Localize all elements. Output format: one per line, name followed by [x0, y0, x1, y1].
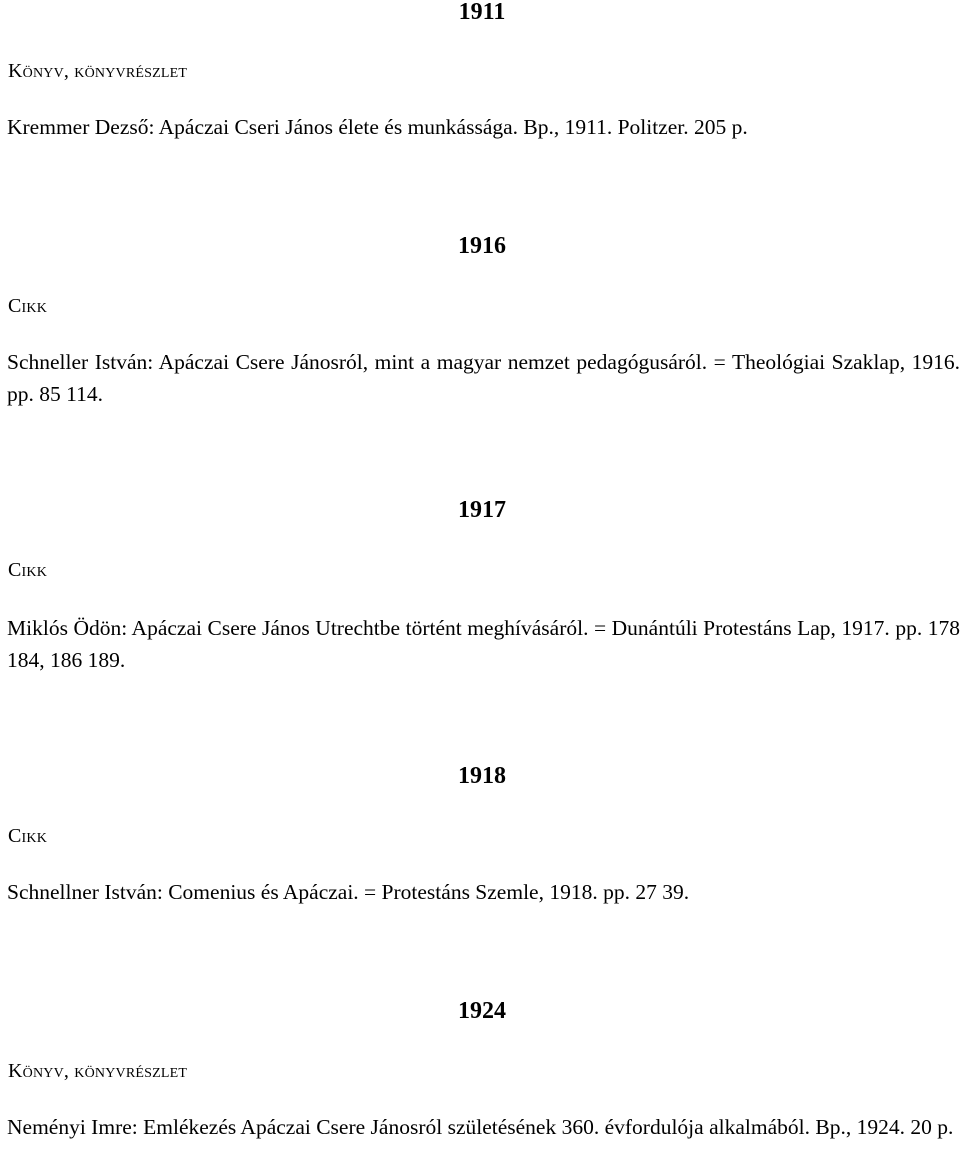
year-heading: 1916 — [458, 233, 506, 259]
category-label: Cikk — [8, 295, 48, 317]
citation-text: Miklós Ödön: Apáczai Csere János Utrechtbe történt meghívásáról. = Dunántúli Protestáns Lap, 1917. pp. 178 184, 186 189. — [7, 616, 960, 672]
year-heading: 1911 — [458, 0, 506, 25]
citation-text: Neményi Imre: Emlékezés Apáczai Csere Jánosról születésének 360. évfordulója alkalmából. Bp., 1924. 20 p. — [7, 1115, 954, 1139]
category-label: Cikk — [8, 825, 48, 847]
category-label: Könyv, könyvrészlet — [8, 60, 188, 82]
year-heading: 1924 — [458, 998, 506, 1024]
citation-text: Schnellner István: Comenius és Apáczai. = Protestáns Szemle, 1918. pp. 27 39. — [7, 880, 690, 904]
category-label: Cikk — [8, 559, 48, 581]
citation-text: Kremmer Dezső: Apáczai Cseri János élete és munkássága. Bp., 1911. Politzer. 205 p. — [7, 115, 748, 139]
category-label: Könyv, könyvrészlet — [8, 1060, 188, 1082]
citation-text: Schneller István: Apáczai Csere Jánosról, mint a magyar nemzet pedagógusáról. = Theológiai Szaklap, 1916. pp. 85 114. — [7, 350, 960, 406]
year-heading: 1918 — [458, 763, 506, 789]
year-heading: 1917 — [458, 497, 506, 523]
